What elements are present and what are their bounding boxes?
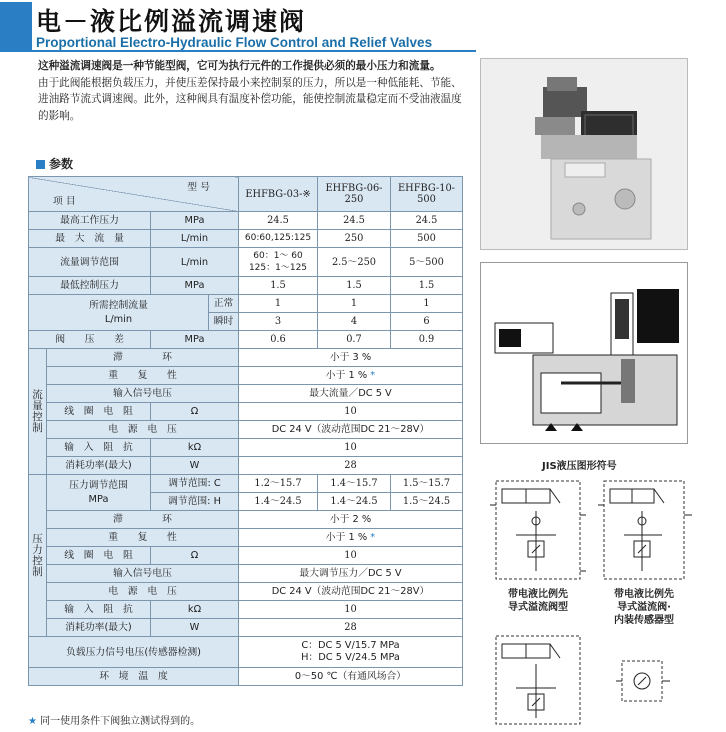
- title-accent-bar: [0, 2, 32, 50]
- cell-line: 125：1～125: [248, 263, 308, 273]
- cell-line: 60：1～ 60: [253, 251, 303, 261]
- table-row: [29, 349, 463, 367]
- jis-caption-1: 带电液比例先 导式溢流阀型: [508, 589, 568, 613]
- cell-value: 10: [239, 547, 463, 565]
- item-label: 项 目: [53, 196, 76, 207]
- sub-label: 调节范围: H: [151, 493, 239, 511]
- cell-value: 小于 1 % *: [239, 529, 463, 547]
- table-row: [29, 295, 463, 313]
- cell-value: [239, 637, 463, 668]
- table-row: [29, 248, 463, 277]
- row-label: 环 境 温 度: [29, 668, 239, 686]
- group-label-pressure: 压 力 控 制: [29, 475, 47, 637]
- row-label: 负载压力信号电压(传感器检测): [29, 637, 239, 668]
- row-label: 阀 压 差: [29, 331, 151, 349]
- cell-value: 250: [318, 230, 391, 248]
- row-label: 最 大 流 量: [29, 230, 151, 248]
- model-header: EHFBG-10-500: [391, 177, 463, 212]
- table-row: [29, 385, 463, 403]
- cell-value: 24.5: [239, 212, 318, 230]
- row-unit: MPa: [151, 212, 239, 230]
- cell-value: 最大流量／DC 5 V: [239, 385, 463, 403]
- cell-value: 0～50 ℃（有通风场合）: [239, 668, 463, 686]
- group-label-flow: 流 量 控 制: [29, 349, 47, 475]
- row-label: 最高工作压力: [29, 212, 151, 230]
- cell-value: 0.7: [318, 331, 391, 349]
- table-row: [29, 457, 463, 475]
- cell-value: 1.5: [391, 277, 463, 295]
- section-heading: [36, 155, 73, 172]
- table-row: [29, 277, 463, 295]
- spec-table: [28, 176, 463, 686]
- cell-value: 10: [239, 403, 463, 421]
- row-label: 电 源 电 压: [47, 421, 239, 439]
- row-label: 重 复 性: [47, 529, 239, 547]
- row-label: [29, 295, 209, 331]
- sub-label: 瞬时: [209, 313, 239, 331]
- table-row: [29, 547, 463, 565]
- page-subtitle: Proportional Electro-Hydraulic Flow Control and Relief Valves: [36, 35, 433, 50]
- model-header: EHFBG-03-※: [239, 177, 318, 212]
- cell-value: 6: [391, 313, 463, 331]
- cell-value: 最大调节压力／DC 5 V: [239, 565, 463, 583]
- jis-symbol-title: JIS液压图形符号: [542, 461, 617, 472]
- cell-value: 小于 1 % *: [239, 367, 463, 385]
- sectional-drawing: [480, 262, 688, 444]
- row-unit: Ω: [151, 547, 239, 565]
- cell-value: DC 24 V（波动范围DC 21～28V）: [239, 583, 463, 601]
- jis-symbol-2: [596, 475, 696, 585]
- cell-value: 1.2～15.7: [239, 475, 318, 493]
- cell-value: 2.5～250: [318, 248, 391, 277]
- cell-value: 10: [239, 439, 463, 457]
- table-row: [29, 367, 463, 385]
- row-label: 输 入 阻 抗: [47, 601, 151, 619]
- cell-value: 3: [239, 313, 318, 331]
- jis-symbol-3: [486, 632, 592, 728]
- cell-value: 1.4～24.5: [318, 493, 391, 511]
- cell-value: 24.5: [318, 212, 391, 230]
- cell-line: C：DC 5 V/15.7 MPa: [301, 640, 400, 651]
- cell-value: 28: [239, 457, 463, 475]
- row-label: 线 圈 电 阻: [47, 547, 151, 565]
- row-label: 输入信号电压: [47, 565, 239, 583]
- row-label: 线 圈 电 阻: [47, 403, 151, 421]
- cell-value: 4: [318, 313, 391, 331]
- row-unit: MPa: [88, 493, 109, 505]
- cell-value: 1.5: [239, 277, 318, 295]
- row-label-line: 所需控制流量: [89, 299, 148, 311]
- table-row: [29, 668, 463, 686]
- sub-label: 调节范围: C: [151, 475, 239, 493]
- page-title: 电－液比例溢流调速阀: [36, 7, 307, 36]
- row-unit: L/min: [151, 248, 239, 277]
- table-row: [29, 583, 463, 601]
- product-photo: [480, 58, 688, 250]
- table-row: [29, 565, 463, 583]
- cell-value: 小于 2 %: [239, 511, 463, 529]
- row-unit: Ω: [151, 403, 239, 421]
- jis-symbol-4: [616, 655, 672, 711]
- cell-value: [239, 248, 318, 277]
- row-unit: MPa: [151, 277, 239, 295]
- table-row: [29, 511, 463, 529]
- title-underline: [0, 50, 476, 52]
- cell-value: 1.5～24.5: [391, 493, 463, 511]
- cell-value: 小于 3 %: [239, 349, 463, 367]
- sub-label: 正常: [209, 295, 239, 313]
- table-row: [29, 637, 463, 668]
- row-label: 电 源 电 压: [47, 583, 239, 601]
- row-label: 最低控制压力: [29, 277, 151, 295]
- square-bullet-icon: [36, 160, 45, 169]
- table-row: [29, 230, 463, 248]
- table-row: [29, 529, 463, 547]
- table-row: [29, 601, 463, 619]
- row-label-line: 压力调节范围: [69, 479, 128, 491]
- row-label: 输 入 阻 抗: [47, 439, 151, 457]
- cell-value: 1: [239, 295, 318, 313]
- row-label: 输入信号电压: [47, 385, 239, 403]
- table-row: [29, 212, 463, 230]
- row-unit: MPa: [151, 331, 239, 349]
- table-row: [29, 403, 463, 421]
- cell-value: 1.4～15.7: [318, 475, 391, 493]
- row-unit: L/min: [151, 230, 239, 248]
- table-row: [29, 619, 463, 637]
- cell-value: 10: [239, 601, 463, 619]
- table-row: [29, 331, 463, 349]
- row-label: 滞 环: [47, 349, 239, 367]
- cell-value: 1: [391, 295, 463, 313]
- cell-value: 5～500: [391, 248, 463, 277]
- jis-symbol-1: [486, 475, 592, 585]
- cell-value: 1.5～15.7: [391, 475, 463, 493]
- row-label: 流量调节范围: [29, 248, 151, 277]
- row-unit: L/min: [104, 313, 133, 325]
- row-label: 消耗功率(最大): [47, 619, 151, 637]
- cell-line: H：DC 5 V/24.5 MPa: [301, 652, 400, 663]
- intro-paragraph-2: 由于此阀能根据负载压力，并使压差保持最小来控制泵的压力，所以是一种低能耗、节能、进油路节流式调速阀。此外，这种阀具有温度补偿功能，能使控制流量稳定而不受油液温度的影响。: [38, 76, 462, 122]
- section-heading-label: 参数: [49, 157, 74, 171]
- star-icon: *: [370, 532, 376, 543]
- model-header: EHFBG-06-250: [318, 177, 391, 212]
- model-label: 型 号: [187, 182, 210, 193]
- cell-value: 0.9: [391, 331, 463, 349]
- cell-value: 500: [391, 230, 463, 248]
- cell-value: 1: [318, 295, 391, 313]
- table-row: [29, 439, 463, 457]
- cell-value: 60:60,125:125: [239, 230, 318, 248]
- row-label: 滞 环: [47, 511, 239, 529]
- row-label: [47, 475, 151, 511]
- row-unit: W: [151, 619, 239, 637]
- row-label: 重 复 性: [47, 367, 239, 385]
- footnote: [28, 712, 200, 727]
- star-icon: ★: [28, 716, 37, 727]
- row-unit: W: [151, 457, 239, 475]
- header-corner: [29, 177, 239, 212]
- cell-value: DC 24 V（波动范围DC 21～28V）: [239, 421, 463, 439]
- cell-value: 28: [239, 619, 463, 637]
- row-label: 消耗功率(最大): [47, 457, 151, 475]
- intro-paragraph-1: 这种溢流调速阀是一种节能型阀，它可为执行元件的工作提供必须的最小压力和流量。: [38, 60, 441, 72]
- star-icon: *: [370, 370, 376, 381]
- table-header-row: [29, 177, 463, 212]
- row-unit: kΩ: [151, 601, 239, 619]
- cell-value: 1.4～24.5: [239, 493, 318, 511]
- table-row: [29, 475, 463, 493]
- cell-value: 1.5: [318, 277, 391, 295]
- table-row: [29, 421, 463, 439]
- row-unit: kΩ: [151, 439, 239, 457]
- cell-value: 24.5: [391, 212, 463, 230]
- cell-value: 0.6: [239, 331, 318, 349]
- jis-caption-2: 带电液比例先 导式溢流阀· 内装传感器型: [614, 589, 674, 626]
- intro-text: [38, 58, 468, 124]
- footnote-text: 同一使用条件下阀独立测试得到的。: [40, 716, 201, 727]
